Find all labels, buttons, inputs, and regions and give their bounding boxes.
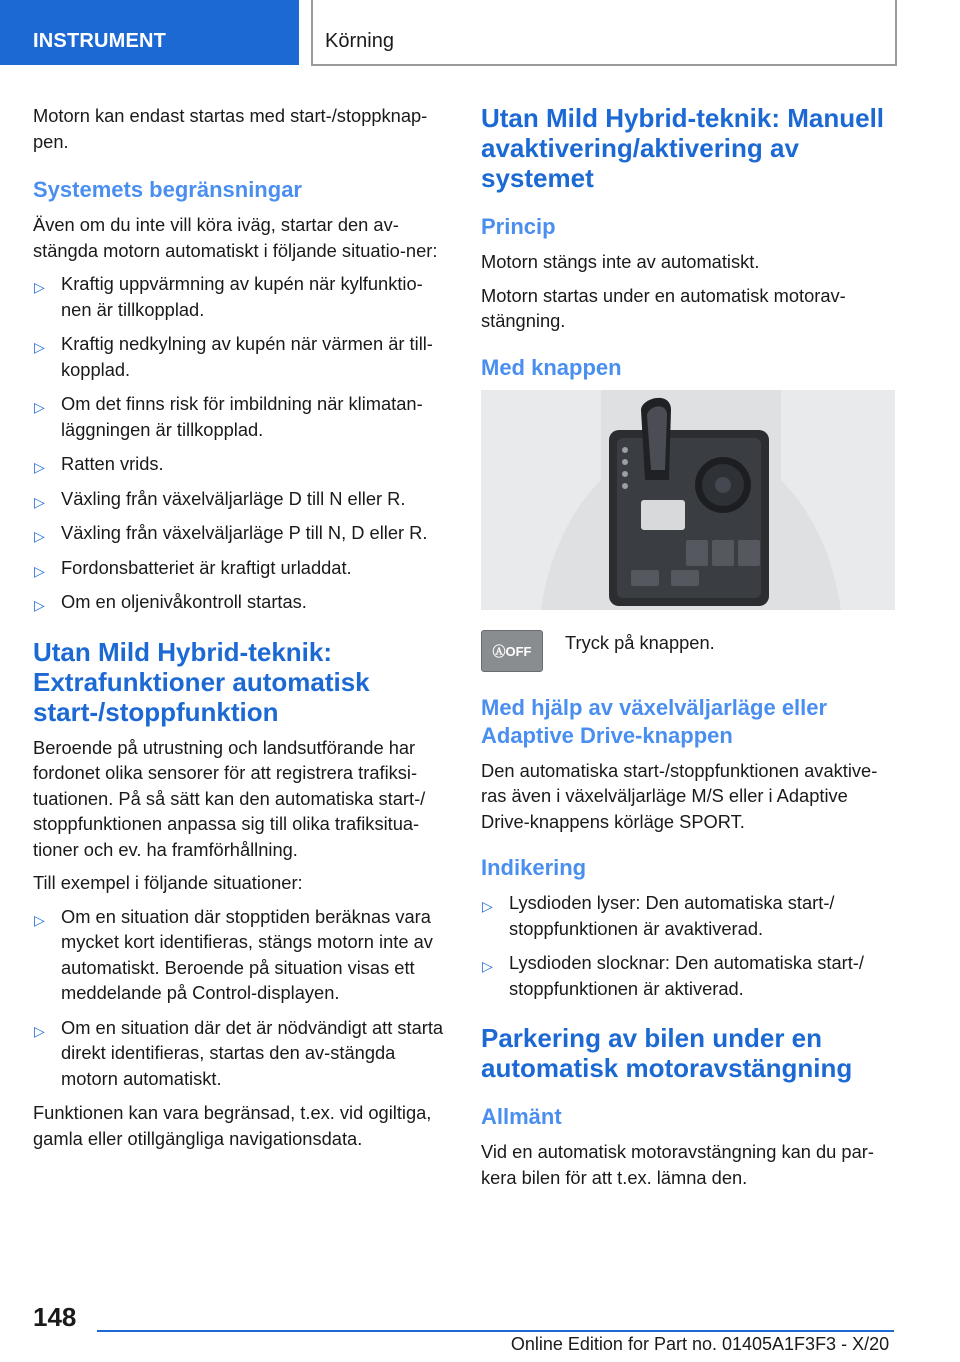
triangle-right-icon: ▷ [34, 597, 45, 613]
right-column [481, 103, 897, 1198]
list-item: ▷ Om en situation där stopptiden beräknas vara mycket kort identifieras, stängs motorn inte av automatiskt. Beroende på situation visas ett meddelande på Control-displayen. [34, 905, 433, 1003]
heading-parking: Parkering av bilen under en automatisk motoravstängning [481, 1023, 853, 1083]
list-item: ▷ Lysdioden lyser: Den automatiska start-/ stoppfunktionen är avaktiverad. [482, 892, 835, 939]
list-item: ▷ Om det finns risk för imbildning när klimatan‐läggningen är tillkopplad. [34, 393, 423, 440]
extra-list [33, 904, 448, 1092]
triangle-right-icon: ▷ [34, 562, 45, 579]
list-item: ▷ Om en oljenivåkontroll startas. [33, 589, 448, 615]
extra-text-2: Till exempel i följande situationer: [33, 872, 303, 893]
section-tab: INSTRUMENT [0, 0, 299, 65]
triangle-right-icon: ▷ [34, 459, 45, 475]
principle-text-1: Motorn stängs inte av automatiskt. [481, 251, 760, 272]
list-item: ▷ Kraftig uppvärmning av kupén när kylfunktio‐nen är tillkopplad. [34, 273, 423, 320]
heading-limits: Systemets begränsningar [33, 177, 302, 202]
triangle-right-icon: ▷ [34, 339, 45, 355]
list-item: ▷ Fordonsbatteriet är kraftigt urladdat. [33, 555, 448, 581]
limits-text: Även om du inte vill köra iväg, startar den av‐stängda motorn automatiskt i följande situatio‐ner: [33, 214, 438, 261]
extra-outro: Funktionen kan vara begränsad, t.ex. vid ogiltiga, gamla eller otillgängliga navigationsdata. [33, 1102, 432, 1149]
heading-principle: Princip [481, 214, 556, 239]
button-instruction [481, 630, 897, 672]
heading-gear-selector: Med hjälp av växelväljarläge eller Adaptive Drive-knappen [481, 694, 828, 748]
heading-button: Med knappen [481, 354, 622, 380]
chapter-title: Körning [311, 0, 897, 66]
triangle-right-icon: ▷ [482, 898, 493, 914]
center-console-illustration [481, 390, 895, 610]
heading-general: Allmänt [481, 1104, 562, 1129]
list-item: ▷ Växling från växelväljarläge P till N, D eller R. [33, 520, 448, 546]
footer-edition: Online Edition for Part no. 01405A1F3F3 - X/20 [510, 1334, 890, 1354]
intro-text: Motorn kan endast startas med start-/stoppknap‐pen. [33, 105, 428, 152]
list-item: ▷ Växling från växelväljarläge D till N eller R. [33, 486, 448, 512]
list-item: ▷ Kraftig nedkylning av kupén när värmen är till‐kopplad. [34, 333, 433, 380]
gear-text: Den automatiska start-/stoppfunktionen avaktive‐ras även i växelväljarläge M/S eller i Adaptive Drive-knappens körläge SPORT. [481, 759, 878, 832]
triangle-right-icon: ▷ [34, 528, 45, 544]
triangle-right-icon: ▷ [34, 399, 45, 415]
triangle-right-icon: ▷ [34, 279, 45, 295]
triangle-right-icon: ▷ [482, 958, 493, 974]
footer-divider [97, 1330, 894, 1332]
general-text: Vid en automatisk motoravstängning kan du par‐kera bilen för att t.ex. lämna den. [481, 1141, 874, 1188]
triangle-right-icon: ▷ [34, 1022, 45, 1039]
principle-text-2: Motorn startas under en automatisk motorav‐stängning. [481, 284, 846, 331]
center-console-photo [481, 390, 895, 610]
limits-list [33, 271, 448, 615]
heading-manual: Utan Mild Hybrid-teknik: Manuell avaktivering/aktivering av systemet [481, 103, 885, 193]
page-number: 148 [33, 1302, 77, 1332]
indication-list [481, 890, 897, 1001]
list-item: ▷ Om en situation där det är nödvändigt att starta direkt identifieras, startas den av‐stängda motorn automatiskt. [34, 1016, 444, 1089]
triangle-right-icon: ▷ [34, 911, 45, 928]
list-item: ▷ Ratten vrids. [33, 451, 448, 477]
auto-start-stop-off-icon: ⒶOFF [481, 630, 543, 672]
heading-indication: Indikering [481, 855, 587, 880]
heading-extra-functions: Utan Mild Hybrid-teknik: Extrafunktioner automatisk start-/stoppfunktion [33, 636, 370, 727]
button-text: Tryck på knappen. [565, 631, 715, 653]
list-item: ▷ Lysdioden slocknar: Den automatiska start-/ stoppfunktionen är aktiverad. [482, 952, 864, 999]
left-column [33, 103, 448, 1159]
triangle-right-icon: ▷ [34, 493, 45, 510]
extra-text: Beroende på utrustning och landsutförande har fordonet olika sensorer för att registrera trafiksi‐tuationen. På så sätt kan den automatiska start-/ stoppfunktionen anpassa sig till olika trafiksitua‐tioner och ev. ha framförhållning. [33, 736, 426, 860]
